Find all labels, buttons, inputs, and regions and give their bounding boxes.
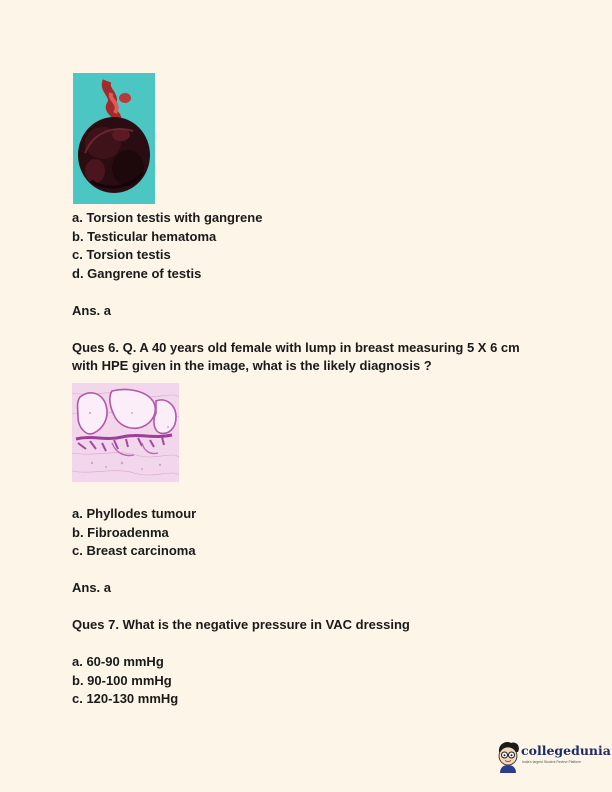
torsion-testis-image (73, 73, 155, 204)
q6-question-line1: Ques 6. Q. A 40 years old female with lump in breast measuring 5 X 6 cm (72, 339, 520, 355)
breast-histopathology-image (72, 383, 179, 482)
q7-question: Ques 7. What is the negative pressure in VAC dressing (72, 617, 410, 632)
q5-option-d: d. Gangrene of testis (72, 265, 202, 281)
q6-answer: Ans. a (72, 580, 112, 595)
q7-option-b: b. 90-100 mmHg (72, 672, 172, 688)
q5-option-b: b. Testicular hematoma (72, 228, 217, 244)
q5-option-a: a. Torsion testis with gangrene (72, 210, 263, 225)
q7-option-c: c. 120-130 mmHg (72, 691, 179, 706)
collegedunia-logo[interactable] (494, 740, 611, 774)
q6-option-c: c. Breast carcinoma (72, 543, 196, 558)
q7-option-a: a. 60-90 mmHg (72, 654, 164, 669)
q6-option-a: a. Phyllodes tumour (72, 506, 197, 521)
q5-option-c: c. Torsion testis (72, 247, 171, 262)
brand-tagline: India's largest Student Review Platform (522, 760, 582, 764)
student-mascot-icon (494, 740, 522, 774)
brand-name: collegedunia (521, 743, 611, 758)
q6-option-b: b. Fibroadenma (72, 524, 169, 540)
q6-question-line2: with HPE given in the image, what is the likely diagnosis ? (72, 358, 432, 373)
q5-answer: Ans. a (72, 302, 112, 318)
